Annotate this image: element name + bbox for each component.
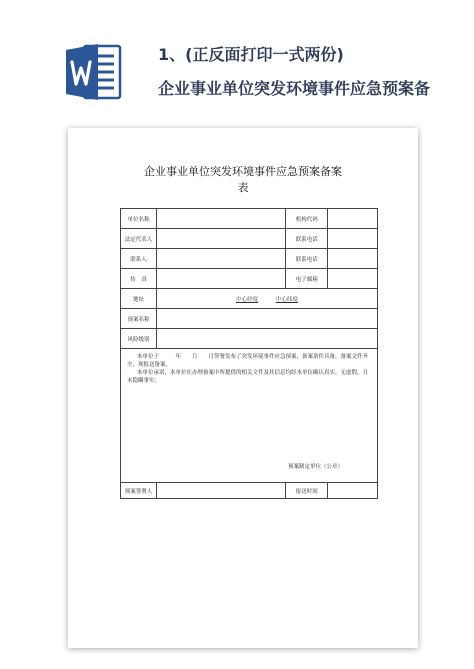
legal-rep-label: 法定代表人 xyxy=(121,229,157,249)
plan-filer-label: 预案签署人 xyxy=(121,483,157,499)
email-value xyxy=(328,269,378,289)
legal-rep-value xyxy=(156,229,285,249)
header-title-line1: 1、(正反面打印一式两份) xyxy=(158,45,344,64)
address-coordinates xyxy=(156,289,377,309)
center-longitude-label: 中心经度 xyxy=(236,296,259,303)
seal-label: 预案制定单位（公章） xyxy=(287,464,343,470)
fax-value xyxy=(156,269,285,289)
filing-time-label: 报送时间 xyxy=(286,483,328,499)
table-row xyxy=(121,329,378,349)
table-row xyxy=(121,349,378,483)
org-code-value xyxy=(328,209,378,229)
table-row xyxy=(121,289,378,309)
risk-level-label: 风险级别 xyxy=(121,329,157,349)
contact-phone-label: 联系电话 xyxy=(286,229,328,249)
contact-phone-label-2: 联系电话 xyxy=(286,249,328,269)
form-title-line1: 企业事业单位突发环境事件应急预案备案 xyxy=(144,165,342,178)
risk-level-value xyxy=(156,329,377,349)
plan-name-value xyxy=(156,309,377,329)
table-row xyxy=(121,483,378,499)
filing-statement xyxy=(121,349,378,483)
fax-label: 传 真 xyxy=(121,269,157,289)
plan-filer-value xyxy=(156,483,285,499)
contact-phone-value-2 xyxy=(328,249,378,269)
filing-time-value xyxy=(328,483,378,499)
table-row xyxy=(121,229,378,249)
filing-form-table xyxy=(120,208,378,499)
unit-name-value xyxy=(156,209,285,229)
table-row xyxy=(121,209,378,229)
plan-name-label: 预案名称 xyxy=(121,309,157,329)
contact-person-label: 联系人 xyxy=(121,249,157,269)
center-latitude-label: 中心纬度 xyxy=(275,296,298,303)
table-row xyxy=(121,309,378,329)
unit-name-label: 单位名称 xyxy=(121,209,157,229)
table-row xyxy=(121,249,378,269)
word-document-icon xyxy=(64,40,122,104)
form-title-line2: 表 xyxy=(237,181,249,194)
statement-paragraph-2: 本单位承诺，本单位在办理备案中所提供的相关文件及其信息均经本单位确认真实，无虚假，且未隐瞒事实。 xyxy=(127,370,369,384)
email-label: 电子邮箱 xyxy=(286,269,328,289)
statement-paragraph-1: 本单位于 年 月 日签署发布了突发环境事件应急预案，备案条件具备，备案文件齐全，现报送备案。 xyxy=(127,354,369,368)
statement-body xyxy=(127,353,371,477)
contact-phone-value xyxy=(328,229,378,249)
contact-person-value xyxy=(156,249,285,269)
org-code-label: 机构代码 xyxy=(286,209,328,229)
header-title-line2: 企业事业单位突发环境事件应急预案备 xyxy=(158,79,431,98)
table-row xyxy=(121,269,378,289)
document-page xyxy=(68,128,418,648)
form-title xyxy=(68,164,418,196)
address-label: 地址 xyxy=(121,289,157,309)
